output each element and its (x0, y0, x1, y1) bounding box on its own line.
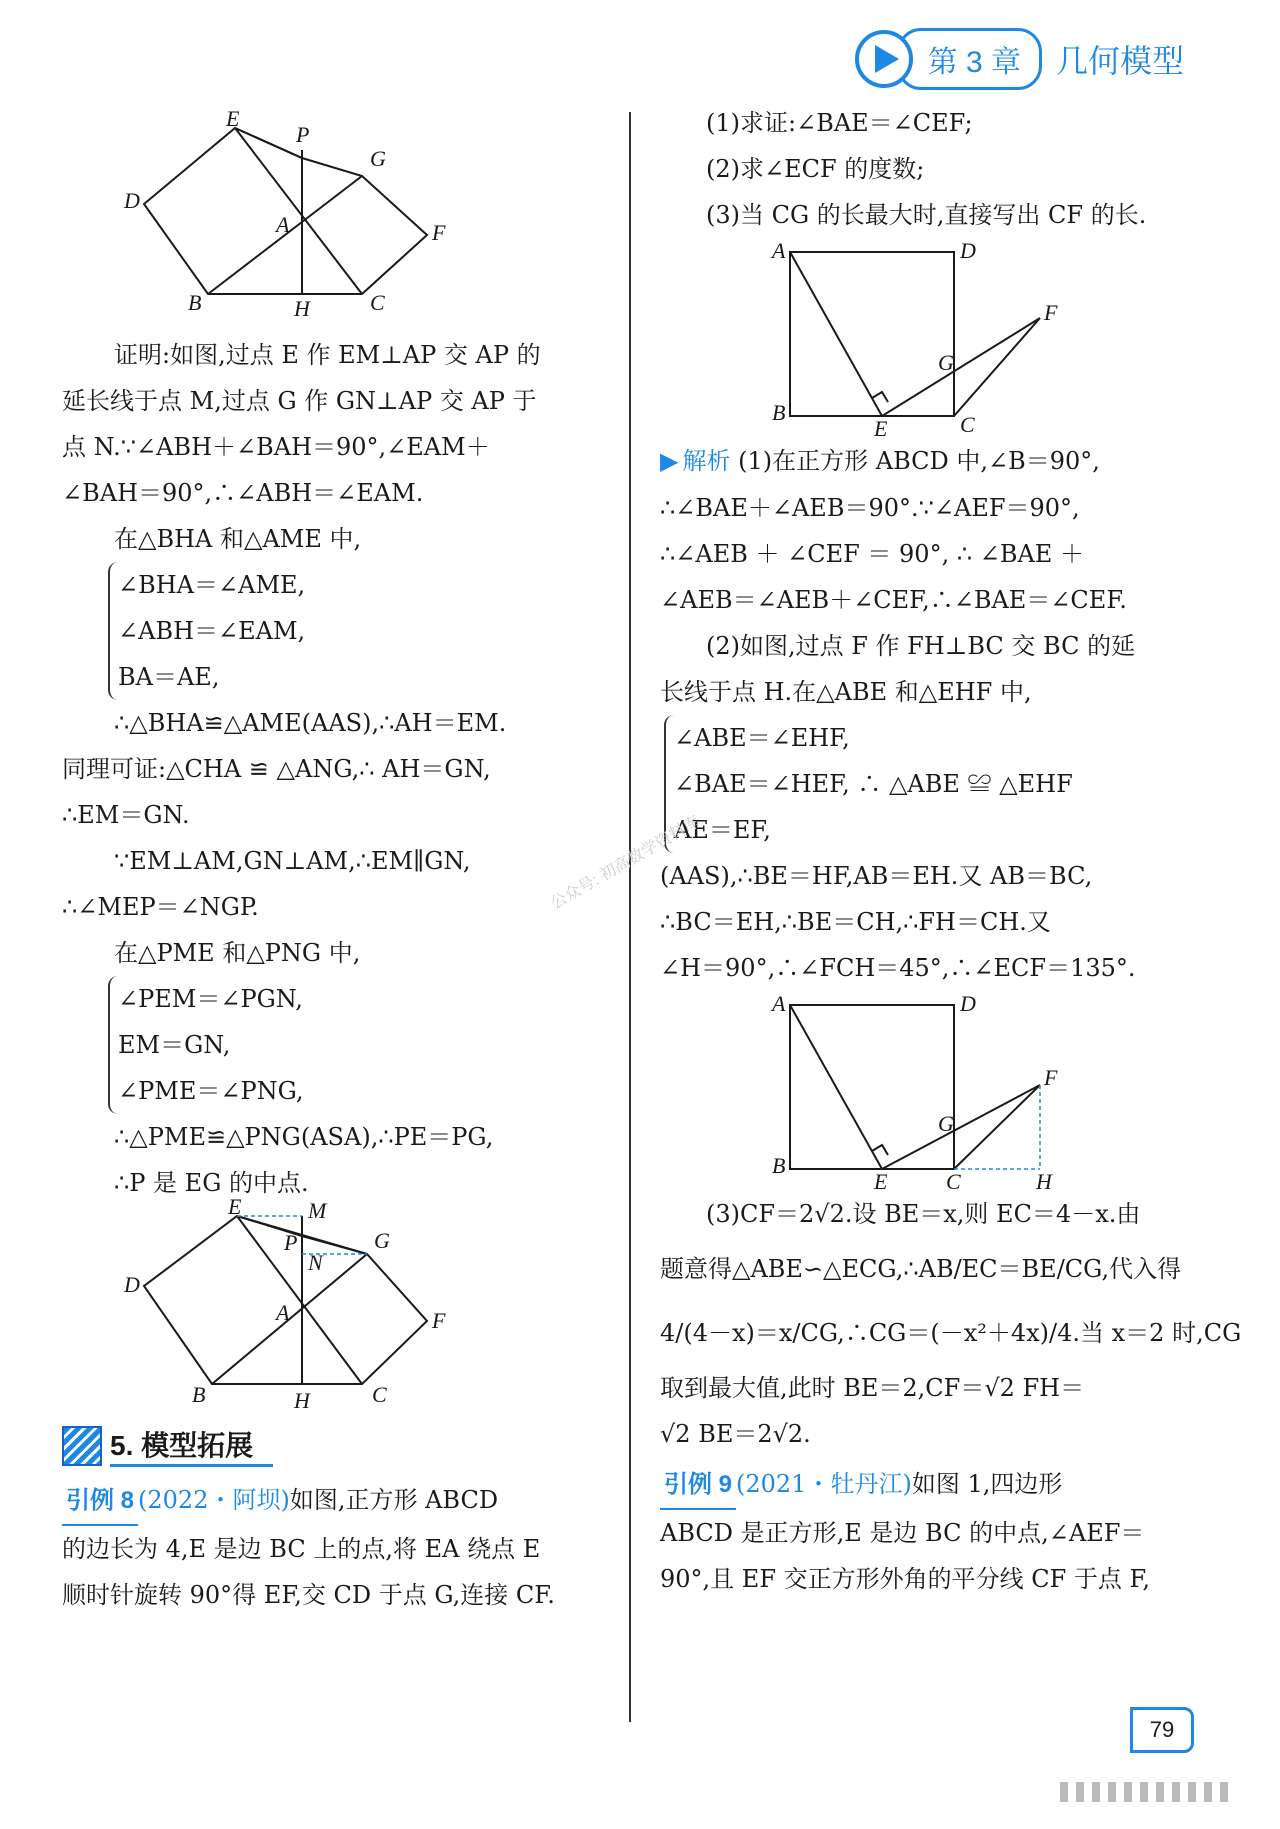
analysis-line: 4/(4－x)＝x/CG,∴CG＝(－x²＋4x)/4.当 x＝2 时,CG (660, 1319, 1242, 1347)
example-9-line: ABCD 是正方形,E 是边 BC 的中点,∠AEF＝ (660, 1519, 1145, 1547)
brace-system-3 (664, 715, 1206, 853)
fig4-label-D: D (960, 991, 976, 1016)
analysis-line: ∠H＝90°,∴∠FCH＝45°,∴∠ECF＝135°. (660, 954, 1136, 982)
proof-line: ∠BAH＝90°,∴∠ABH＝∠EAM. (62, 479, 424, 507)
question-line: (3)当 CG 的长最大时,直接写出 CF 的长. (706, 201, 1147, 229)
brace-line: ∠BAE＝∠HEF, ∴ △ABE ≌ △EHF (674, 770, 1073, 798)
fig3-label-D: D (960, 238, 976, 263)
fig1-label-G: G (370, 146, 386, 171)
watermark: 公众号: 初高数学资料库 (548, 813, 703, 913)
play-icon (855, 30, 913, 88)
fig2-label-H: H (294, 1388, 310, 1413)
example-8-tag: 引例 8 (62, 1478, 138, 1526)
fig4-label-H: H (1036, 1169, 1052, 1194)
example-8-source: (2022・阿坝) (138, 1486, 290, 1514)
fig4-label-A: A (772, 991, 786, 1016)
chapter-title: 几何模型 (1055, 43, 1184, 79)
proof-line: ∴EM＝GN. (62, 801, 190, 829)
analysis-line: ∠AEB＝∠AEB＋∠CEF,∴∠BAE＝∠CEF. (660, 586, 1127, 614)
fig4-label-F: F (1044, 1065, 1058, 1090)
figure-3 (660, 238, 1206, 441)
proof-line: 点 N.∵∠ABH＋∠BAH＝90°,∠EAM＋ (62, 433, 490, 461)
fig2-label-N: N (308, 1250, 323, 1275)
fig3-label-G: G (938, 350, 954, 375)
fig2-label-C: C (372, 1382, 387, 1407)
figure-4 (660, 991, 1206, 1194)
fig1-label-F: F (432, 220, 446, 245)
analysis-label: ▶ 解析 (660, 448, 730, 475)
fig3-label-A: A (772, 238, 786, 263)
proof-line: ∴△PME≌△PNG(ASA),∴PE＝PG, (114, 1123, 494, 1151)
fig1-label-D: D (124, 188, 140, 213)
brace-line: ∠ABH＝∠EAM, (118, 617, 306, 645)
brace-line: AE＝EF, (674, 816, 771, 844)
example-9-line: 90°,且 EF 交正方形外角的平分线 CF 于点 F, (660, 1565, 1151, 1593)
proof-line: ∵EM⊥AM,GN⊥AM,∴EM∥GN, (114, 847, 471, 875)
brace-system-2 (108, 976, 610, 1114)
analysis-line: 取到最大值,此时 BE＝2,CF＝√2 FH＝ (660, 1374, 1085, 1402)
proof-line: 在△BHA 和△AME 中, (114, 525, 362, 553)
footer-decoration (1060, 1782, 1230, 1802)
chapter-header (855, 28, 1184, 90)
example-9-source: (2021・牡丹江) (736, 1470, 912, 1498)
brace-line: ∠PEM＝∠PGN, (118, 985, 303, 1013)
example-8-text: 如图,正方形 ABCD (289, 1486, 499, 1514)
example-8-line (62, 1477, 610, 1526)
proof-line: 同理可证:△CHA ≌ △ANG,∴ AH＝GN, (62, 755, 491, 783)
fig2-label-G: G (374, 1228, 390, 1253)
example-9-text: 如图 1,四边形 (911, 1470, 1063, 1498)
proof-line: 延长线于点 M,过点 G 作 GN⊥AP 交 AP 于 (62, 387, 537, 415)
analysis-line: (3)CF＝2√2.设 BE＝x,则 EC＝4－x.由 (706, 1200, 1141, 1228)
analysis-line: (AAS),∴BE＝HF,AB＝EH.又 AB＝BC, (660, 862, 1093, 890)
analysis-text: (1)在正方形 ABCD 中,∠B＝90°, (738, 447, 1100, 475)
proof-line: ∴P 是 EG 的中点. (114, 1169, 309, 1197)
fig2-label-M: M (308, 1198, 327, 1223)
column-divider (629, 112, 631, 1722)
fig4-label-B: B (772, 1153, 786, 1178)
example-9-line (660, 1461, 1206, 1510)
question-line: (2)求∠ECF 的度数; (706, 155, 925, 183)
fig4-label-E: E (874, 1169, 888, 1194)
right-column (660, 100, 1242, 1602)
fig3-label-E: E (874, 416, 888, 441)
analysis-line: 长线于点 H.在△ABE 和△EHF 中, (660, 678, 1032, 706)
page-number: 79 (1130, 1707, 1194, 1753)
analysis-line (660, 438, 1206, 485)
brace-system-1 (108, 562, 610, 700)
section-heading (62, 1424, 610, 1467)
fig2-label-P: P (284, 1230, 298, 1255)
fig1-label-H: H (294, 296, 310, 321)
fig1-label-A: A (276, 212, 290, 237)
analysis-line: 题意得△ABE∽△ECG,∴AB/EC＝BE/CG,代入得 (660, 1255, 1182, 1283)
brace-line: ∠ABE＝∠EHF, (674, 724, 850, 752)
proof-line: ∴△BHA≌△AME(AAS),∴AH＝EM. (114, 709, 507, 737)
analysis-line: ∴∠AEB ＋ ∠CEF ＝ 90°, ∴ ∠BAE ＋ (660, 540, 1084, 568)
fig2-label-B: B (192, 1382, 206, 1407)
brace-line: BA＝AE, (118, 663, 220, 691)
fig1-label-E: E (226, 106, 240, 131)
figure-2 (62, 1194, 610, 1416)
fig1-label-B: B (188, 290, 202, 315)
example-8-line: 顺时针旋转 90°得 EF,交 CD 于点 G,连接 CF. (62, 1581, 555, 1609)
brace-line: EM＝GN, (118, 1031, 231, 1059)
fig3-label-B: B (772, 400, 786, 425)
brace-line: ∠PME＝∠PNG, (118, 1077, 304, 1105)
brace-line: ∠BHA＝∠AME, (118, 571, 306, 599)
example-9-tag: 引例 9 (660, 1462, 736, 1510)
fig2-label-F: F (432, 1308, 446, 1333)
analysis-line: √2 BE＝2√2. (660, 1420, 811, 1448)
proof-line: ∴∠MEP＝∠NGP. (62, 893, 259, 921)
fig4-label-C: C (946, 1169, 961, 1194)
analysis-line: ∴∠BAE＋∠AEB＝90°.∵∠AEF＝90°, (660, 494, 1080, 522)
proof-line: 证明:如图,过点 E 作 EM⊥AP 交 AP 的 (114, 341, 541, 369)
fig4-label-G: G (938, 1111, 954, 1136)
fig3-label-C: C (960, 412, 975, 437)
fig1-label-C: C (370, 290, 385, 315)
left-column (62, 106, 610, 1618)
fig3-label-F: F (1044, 300, 1058, 325)
analysis-line: (2)如图,过点 F 作 FH⊥BC 交 BC 的延 (706, 632, 1136, 660)
chapter-label: 第 3 章 (897, 28, 1042, 90)
example-8-line: 的边长为 4,E 是边 BC 上的点,将 EA 绕点 E (62, 1535, 541, 1563)
fig2-label-A: A (276, 1300, 290, 1325)
analysis-line: ∴BC＝EH,∴BE＝CH,∴FH＝CH.又 (660, 908, 1051, 936)
section-title: 5. 模型拓展 (110, 1424, 273, 1467)
question-line: (1)求证:∠BAE＝∠CEF; (706, 109, 973, 137)
fig1-label-P: P (296, 122, 310, 147)
proof-line: 在△PME 和△PNG 中, (114, 939, 361, 967)
figure-1 (62, 106, 610, 330)
fig2-label-D: D (124, 1272, 140, 1297)
cube-icon (62, 1426, 102, 1466)
fig2-label-E: E (228, 1194, 242, 1219)
